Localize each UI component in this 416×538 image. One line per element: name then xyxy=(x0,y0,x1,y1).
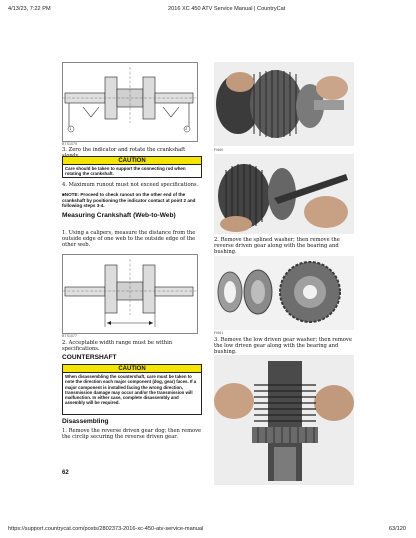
figure-number: FI661 xyxy=(214,331,224,335)
print-url: https://support.countrycat.com/posts/2802373-2016-xc-450-atv-service-manual xyxy=(8,526,204,532)
section-heading-measuring: Measuring Crankshaft (Web-to-Web) xyxy=(62,212,176,219)
caution-title: CAUTION xyxy=(62,364,202,373)
photo-gear-removal-2 xyxy=(214,154,354,234)
step-1-measure-text: 1. Using a calipers, measure the distance from the outside edge of one web to the outside edge of the other web. xyxy=(62,230,196,249)
page-number: 62 xyxy=(62,470,69,476)
crankshaft-runout-figure xyxy=(62,62,198,142)
photo-gear-parts xyxy=(214,256,354,330)
section-heading-disassembling: Disassembling xyxy=(62,418,109,425)
photo-gear-removal-1 xyxy=(214,62,354,146)
caution-body: When disassembling the countershaft, care must be taken to note the direction each major component (dog, gear) faces. If a major component is installed facing the wrong direction, transmission damage may occur and/or the transmission will malfunction. In either case, complete disassembly and assembly will be required. xyxy=(62,373,202,415)
figure-number: FI660 xyxy=(214,148,224,152)
step-3-text: 3. Zero the indicator and rotate the crankshaft xyxy=(62,147,186,153)
print-page-count: 63/120 xyxy=(388,526,406,532)
step-2-text: 2. Remove the splined washer; then remove the reverse driven gear along with the bearing and bushing. xyxy=(214,237,340,256)
note-text: ■NOTE: Proceed to check runout on the other end of the crankshaft by positioning the indicator contact at point 2 and following steps 3-4. xyxy=(62,192,196,209)
step-3-text: 3. Remove the low driven gear washer; then remove the low driven gear along with the bearing and bushing. xyxy=(214,337,352,356)
caution-body: Care should be taken to support the connecting rod when rotating the crankshaft. xyxy=(62,165,202,178)
caution-title: CAUTION xyxy=(62,156,202,165)
step-2-measure-text: 2. Acceptable width range must be within specifications. xyxy=(62,340,173,353)
figure-number: BTS1079 xyxy=(62,142,77,146)
section-heading-countershaft: COUNTERSHAFT xyxy=(62,354,117,361)
step-4-text: 4. Maximum runout must not exceed specifications. xyxy=(62,182,199,188)
callout-1: 1 xyxy=(69,126,72,131)
print-datetime: 4/13/23, 7:22 PM xyxy=(8,6,51,12)
photo-gear-removal-3 xyxy=(214,355,354,485)
step-1-disassemble-text: 1. Remove the reverse driven gear dog; then remove the circlip securing the reverse driven gear. xyxy=(62,428,202,441)
print-title: 2016 XC 450 ATV Service Manual | CountryCat xyxy=(168,6,286,12)
figure-number: BTS1077 xyxy=(62,334,77,338)
callout-2: 2 xyxy=(185,126,188,131)
web-to-web-figure xyxy=(62,254,198,334)
